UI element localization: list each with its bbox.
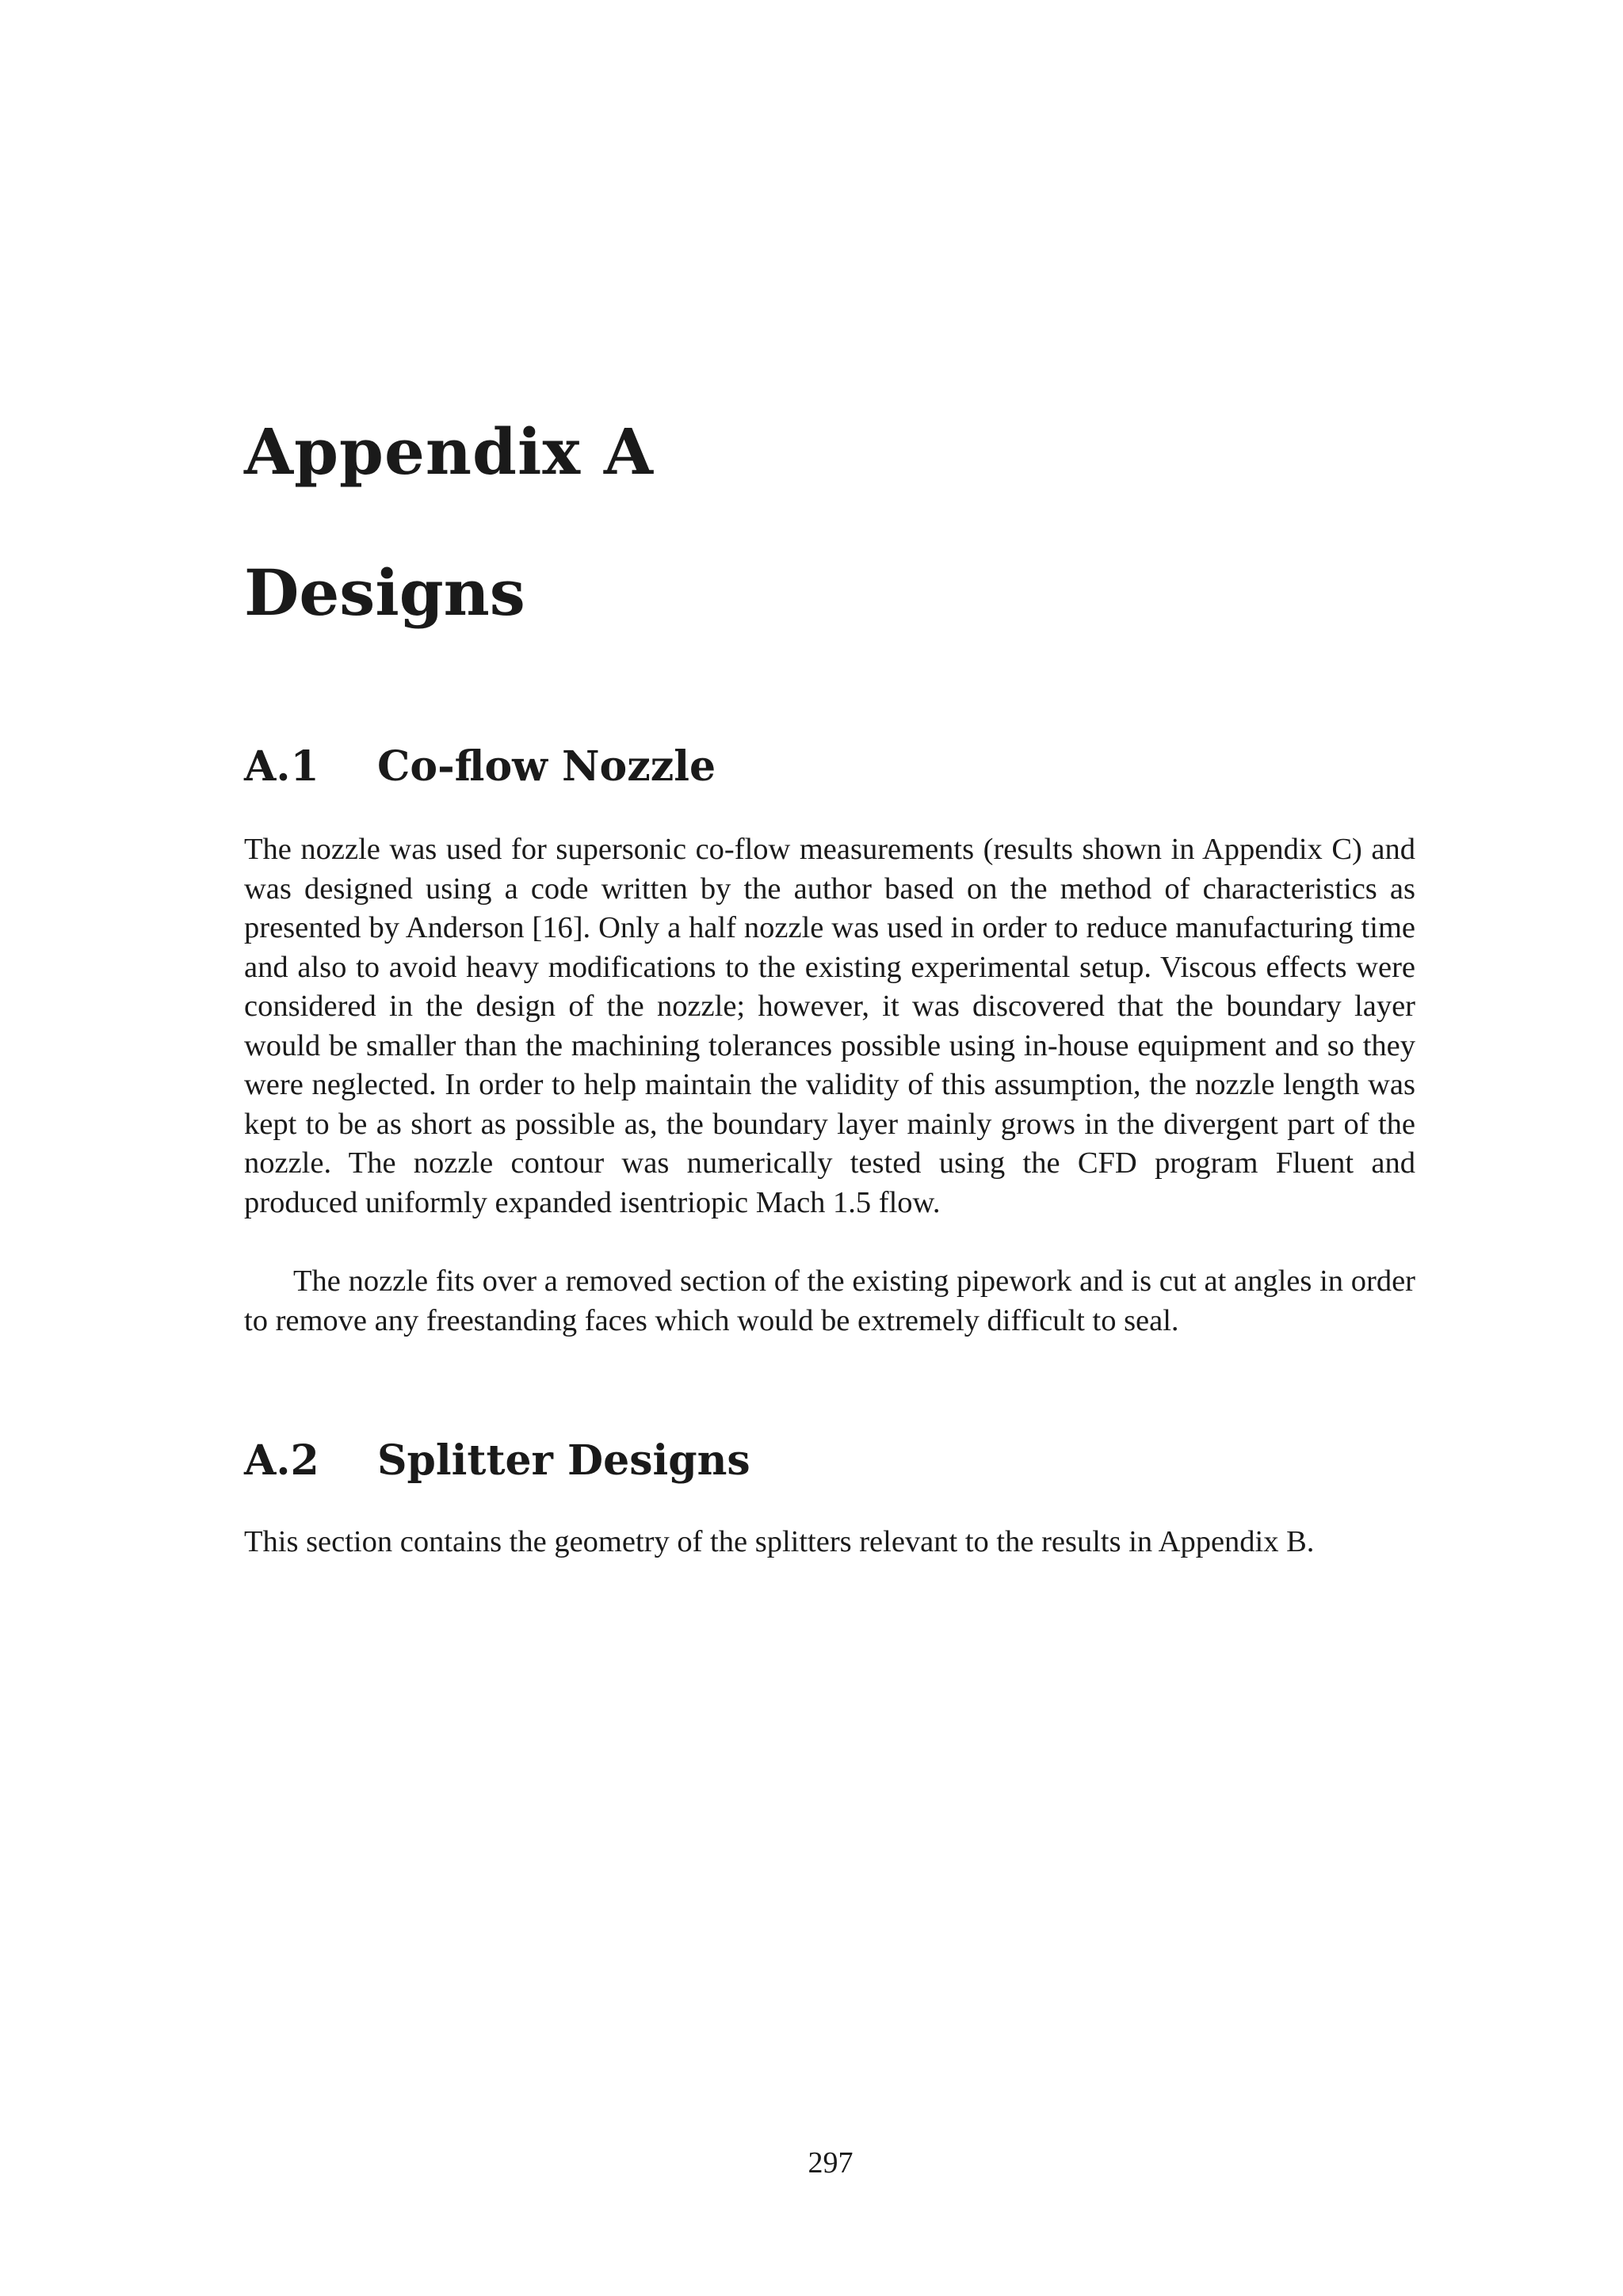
- section-number: A.1: [244, 742, 319, 791]
- section-number: A.2: [244, 1436, 319, 1485]
- chapter-title: Designs: [244, 555, 525, 630]
- chapter-label: Appendix A: [244, 414, 654, 489]
- paragraph: The nozzle fits over a removed section of the existing pipework and is cut at angles in order to remove any freestanding faces which would be extremely difficult to seal.: [244, 1264, 1415, 1337]
- paragraph: This section contains the geometry of the splitters relevant to the results in Appendix B.: [244, 1525, 1315, 1558]
- page-number: 297: [808, 2146, 854, 2180]
- section-heading-splitter-designs: [244, 1436, 750, 1486]
- section-heading-co-flow-nozzle: [244, 742, 716, 792]
- paragraph: The nozzle was used for supersonic co-flow measurements (results shown in Appendix C) and was designed using a code written by the author based on the method of characteristics as presented by Anderson [16]. Only a half nozzle was used in order to reduce manufacturing time and also to avoid heavy modifications to the existing experimental setup. Viscous effects were considered in the design of the nozzle; however, it was discovered that the boundary layer would be smaller than the machining tolerances possible using in-house equipment and so they were neglected. In order to help maintain the validity of this assumption, the nozzle length was kept to be as short as possible as, the boundary layer mainly grows in the divergent part of the nozzle. The nozzle contour was numerically tested using the CFD program Fluent and produced uniformly expanded isentriopic Mach 1.5 flow.: [244, 833, 1415, 1219]
- section-title: Splitter Designs: [377, 1436, 750, 1485]
- section-title: Co-flow Nozzle: [377, 742, 716, 791]
